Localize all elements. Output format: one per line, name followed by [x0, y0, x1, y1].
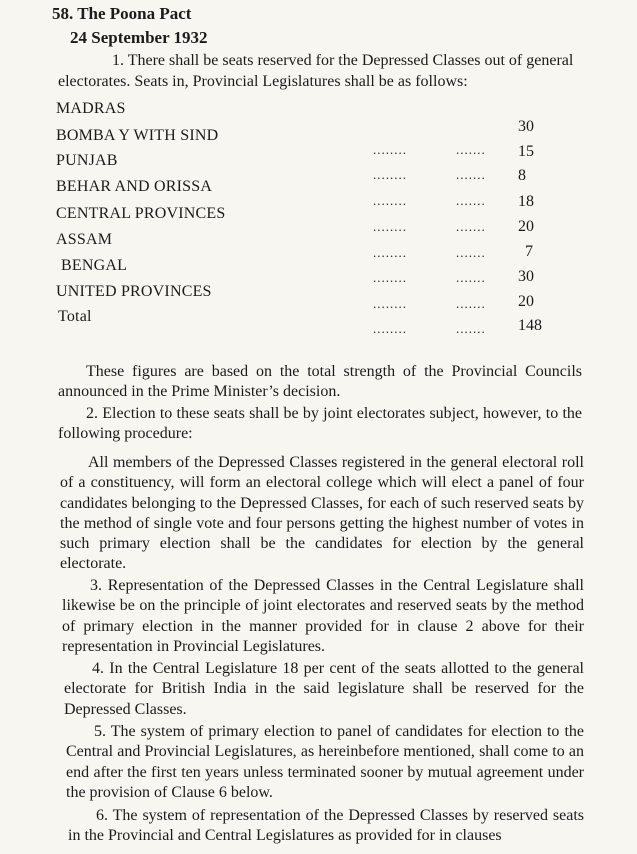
paragraph-clause-5: 5. The system of primary election to panel of candidates for election to the Central and Provincial Legislatures, as hereinbefore mentioned, shall come to an end after the first ten years unless terminated sooner by mutual agreement under the provision of Clause 6 below.	[66, 723, 584, 801]
leader-dots: .......	[456, 193, 486, 208]
province-seats: 30	[518, 118, 534, 135]
total-label: Total	[58, 308, 92, 325]
paragraph-clause-4: 4. In the Central Legislature 18 per cent of the seats allotted to the general electorate for British India in the said legislature shall be reserved for the Depressed Classes.	[64, 660, 584, 718]
province-name: UNITED PROVINCES	[56, 283, 212, 300]
leader-dots: .......	[456, 219, 486, 234]
province-name: MADRAS	[56, 100, 126, 117]
paragraph-clause-3: 3. Representation of the Depressed Classes in the Central Legislature shall likewise be on the principle of joint electorates and reserved seats by the method of primary election in the manner provided for in clause 2 above for their representation in Provincial Legislatures.	[62, 577, 584, 655]
leader-dots: .......	[456, 142, 486, 157]
leader-dots: ........	[373, 167, 407, 182]
province-seats: 30	[518, 268, 534, 285]
paragraph-clause-2: 2. Election to these seats shall be by joint electorates subject, however, to the following procedure:	[58, 405, 582, 443]
province-seats: 20	[518, 218, 534, 235]
leader-dots: .......	[456, 321, 486, 336]
leader-dots: ........	[373, 321, 407, 336]
province-seats: 7	[525, 243, 533, 260]
intro-line-1: 1. There shall be seats reserved for the Depressed Classes out of general	[112, 52, 574, 69]
leader-dots: ........	[373, 193, 407, 208]
paragraph-figures-basis: These figures are based on the total strength of the Provincial Councils announced in the Prime Minister’s decision.	[58, 363, 582, 401]
leader-dots: ........	[373, 296, 407, 311]
province-seats: 8	[518, 167, 526, 184]
leader-dots: .......	[456, 270, 486, 285]
province-name: PUNJAB	[56, 152, 118, 169]
leader-dots: ........	[373, 219, 407, 234]
total-seats: 148	[518, 317, 542, 334]
leader-dots: .......	[456, 167, 486, 182]
document-date: 24 September 1932	[70, 28, 208, 47]
leader-dots: .......	[456, 296, 486, 311]
province-seats: 18	[518, 193, 534, 210]
province-name: BOMBA Y WITH SIND	[56, 127, 219, 144]
paragraph-clause-6: 6. The system of representation of the Depressed Classes by reserved seats in the Provincial and Central Legislatures as provided for in clauses	[68, 807, 584, 845]
province-seats: 15	[518, 143, 534, 160]
intro-line-2: electorates. Seats in, Provincial Legislatures shall be as follows:	[58, 73, 468, 90]
leader-dots: ........	[373, 270, 407, 285]
leader-dots: ........	[373, 245, 407, 260]
document-title: 58. The Poona Pact	[52, 4, 192, 23]
province-name: CENTRAL PROVINCES	[56, 205, 226, 222]
leader-dots: ........	[373, 142, 407, 157]
paragraph-clause-2-procedure: All members of the Depressed Classes registered in the general electoral roll of a constituency, will form an electoral college which will elect a panel of four candidates belonging to the Depressed Classes, for each of such reserved seats by the method of single vote and four persons getting the highest number of votes in such primary election shall be the candidates for election by the general electorate.	[60, 454, 584, 573]
leader-dots: .......	[456, 245, 486, 260]
province-name: BENGAL	[61, 257, 128, 274]
province-name: BEHAR AND ORISSA	[56, 178, 213, 195]
province-name: ASSAM	[56, 231, 113, 248]
province-seats: 20	[518, 293, 534, 310]
